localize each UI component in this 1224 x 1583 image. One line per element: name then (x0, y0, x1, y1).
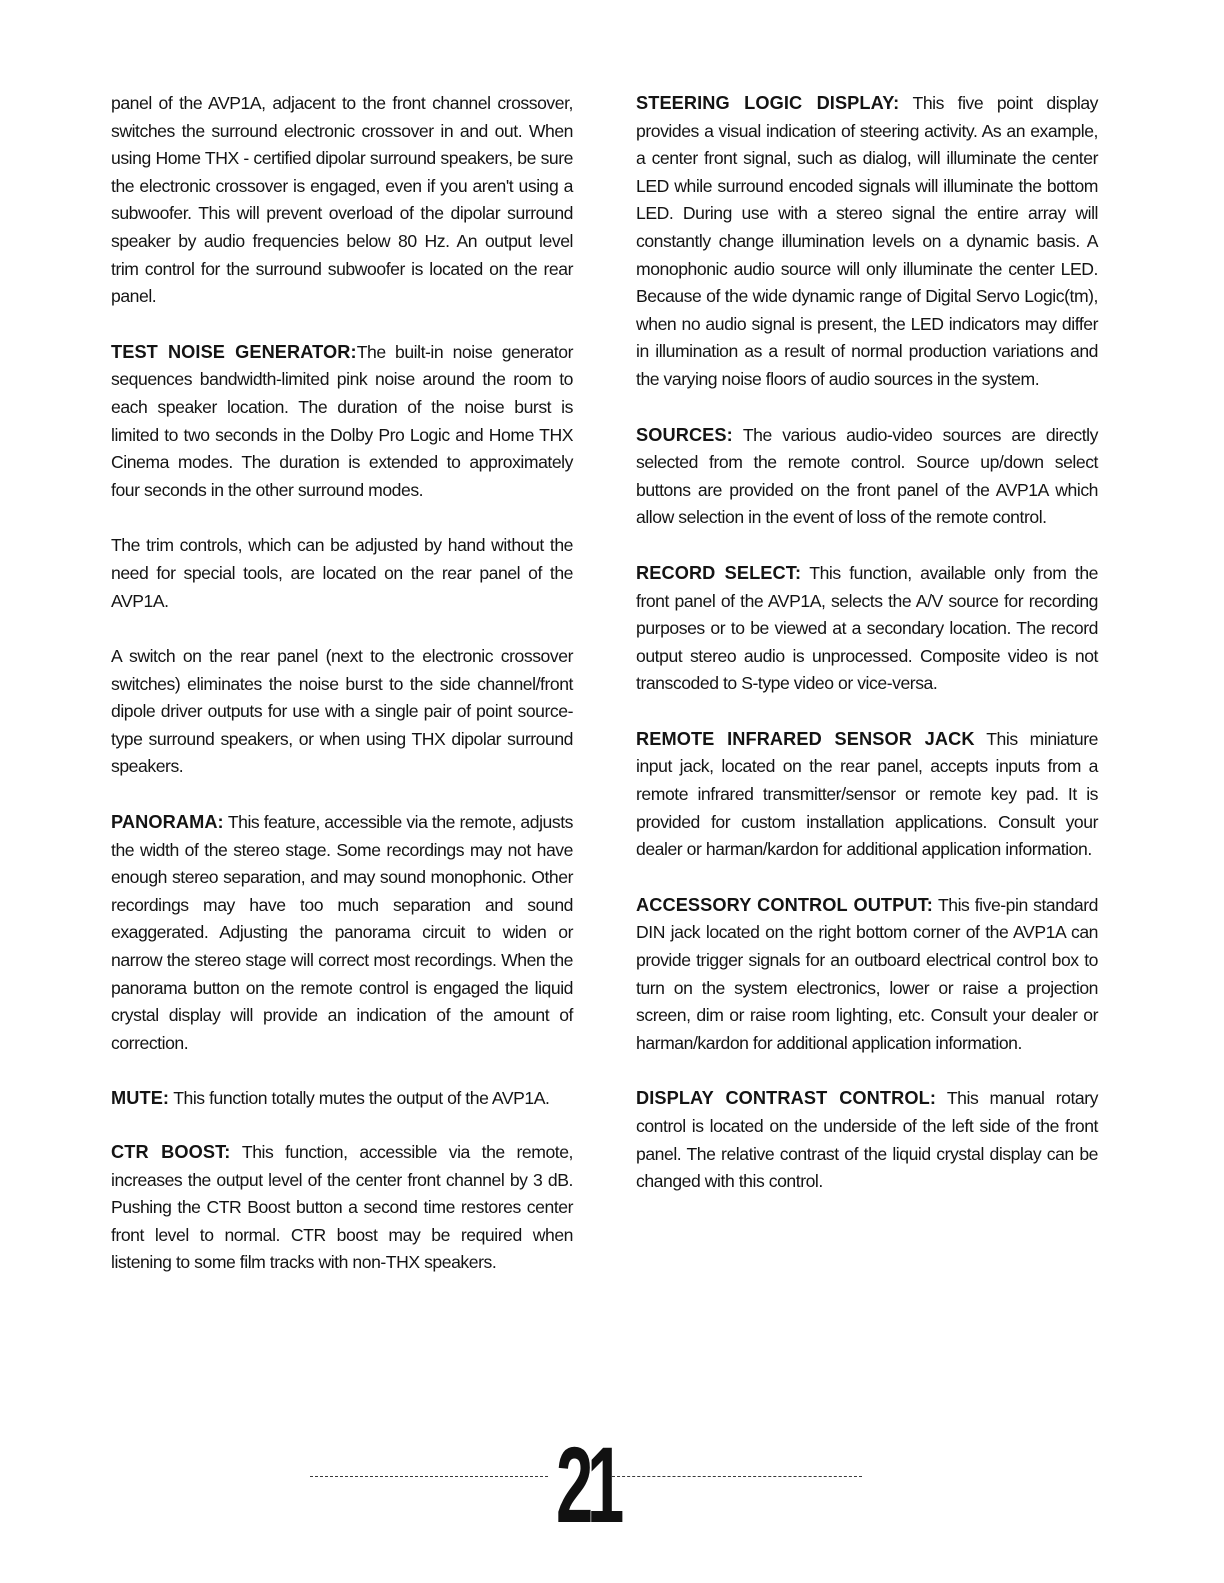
panorama-text: This feature, accessible via the remote, adjusts the width of the stereo stage. Some recordings may not have enough stereo separation, and may sound monophonic. Other recordings may have too much separation and sound exaggerated. Adjusting the panorama circuit to widen or narrow the stereo stage will correct most recordings. When the panorama button on the remote control is engaged the liquid crystal display will provide an indication of the amount of correction. (111, 812, 573, 1053)
noise-switch-text: A switch on the rear panel (next to the electronic crossover switches) eliminates the noise burst to the side channel/front dipole driver outputs for use with a single pair of point source-type surround speakers, or when using THX dipolar surround speakers. (111, 646, 573, 777)
footer-rule-left (310, 1476, 548, 1477)
display-contrast-heading: DISPLAY CONTRAST CONTROL: (636, 1088, 936, 1109)
trim-controls-text: The trim controls, which can be adjusted by hand without the need for special tools, are located on the rear panel of the AVP1A. (111, 535, 573, 611)
ctr-boost-paragraph (111, 1139, 573, 1277)
footer-rule-right (612, 1476, 862, 1477)
mute-text: This function totally mutes the output of the AVP1A. (169, 1088, 550, 1109)
ctr-boost-heading: CTR BOOST: (111, 1142, 231, 1162)
sources-text: The various audio-video sources are directly selected from the remote control. Source up/down select buttons are provided on the front panel of the AVP1A which allow selection in the event of loss of the remote control. (636, 424, 1098, 528)
page-number: 21 (556, 1424, 619, 1545)
page-footer (310, 1418, 910, 1558)
accessory-control-paragraph (636, 892, 1098, 1058)
record-select-text: This function, available only from the front panel of the AVP1A, selects the A/V source for recording purposes or to be viewed at a secondary location. The record output stereo audio is unprocessed. Composite video is not transcoded to S-type video or vice-versa. (636, 562, 1098, 694)
test-noise-generator-paragraph (111, 339, 573, 505)
panorama-paragraph (111, 809, 573, 1057)
remote-infrared-sensor-heading: REMOTE INFRARED SENSOR JACK (636, 728, 975, 749)
noise-switch-paragraph (111, 643, 573, 781)
panorama-heading: PANORAMA: (111, 812, 224, 833)
record-select-heading: RECORD SELECT: (636, 562, 802, 583)
display-contrast-paragraph (636, 1085, 1098, 1195)
crossover-paragraph (111, 90, 573, 311)
mute-heading: MUTE: (111, 1088, 170, 1109)
test-noise-generator-text: The built-in noise generator sequences bandwidth-limited pink noise around the room to each speaker location. The duration of the noise burst is limited to two seconds in the Dolby Pro Logic and Home THX Cinema modes. The duration is extended to approximately four seconds in the other surround modes. (111, 341, 573, 500)
accessory-control-heading: ACCESSORY CONTROL OUTPUT: (636, 894, 933, 915)
accessory-control-text: This five-pin standard DIN jack located on the right bottom corner of the AVP1A can provide trigger signals for an outboard electrical control box to turn on the system electronics, lower or raise a projection screen, dim or raise room lighting, etc. Consult your dealer or harman/kardon for additional application information. (636, 894, 1098, 1053)
record-select-paragraph (636, 560, 1098, 698)
display-contrast-text: This manual rotary control is located on the underside of the left side of the front panel. The relative contrast of the liquid crystal display can be changed with this control. (636, 1088, 1098, 1192)
sources-heading: SOURCES: (636, 424, 733, 445)
crossover-text: panel of the AVP1A, adjacent to the front channel crossover, switches the surround electronic crossover in and out. When using Home THX - certified dipolar surround speakers, be sure the electronic crossover is engaged, even if you aren't using a subwoofer. This will prevent overload of the dipolar surround speaker by audio frequencies below 80 Hz. An output level trim control for the surround subwoofer is located on the rear panel. (111, 93, 573, 307)
sources-paragraph (636, 422, 1098, 532)
test-noise-generator-heading: TEST NOISE GENERATOR: (111, 341, 357, 362)
trim-controls-paragraph (111, 532, 573, 615)
remote-infrared-sensor-paragraph (636, 726, 1098, 864)
steering-logic-heading: STEERING LOGIC DISPLAY: (636, 93, 900, 113)
steering-logic-text: This five point display provides a visual indication of steering activity. As an example, a center front signal, such as dialog, will illuminate the center LED while surround encoded signals will illuminate the bottom LED. During use with a stereo signal the entire array will constantly change illumination levels on a dynamic basis. A monophonic audio source will only illuminate the center LED. Because of the wide dynamic range of Digital Servo Logic(tm), when no audio signal is present, the LED indicators may differ in illumination as a result of normal production variations and the varying noise floors of audio sources in the system. (636, 93, 1099, 389)
right-column (636, 90, 1098, 1224)
mute-paragraph (111, 1085, 573, 1113)
steering-logic-paragraph (636, 90, 1098, 394)
ctr-boost-text: This function, accessible via the remote, increases the output level of the center front channel by 3 dB. Pushing the CTR Boost button a second time restores center front level to normal. CTR boost may be required when listening to some film tracks with non-THX speakers. (111, 1142, 573, 1273)
left-column (111, 90, 573, 1305)
remote-infrared-sensor-text: This miniature input jack, located on the rear panel, accepts inputs from a remote infrared transmitter/sensor or remote key pad. It is provided for custom installation applications. Consult your dealer or harman/kardon for additional application information. (636, 728, 1098, 860)
